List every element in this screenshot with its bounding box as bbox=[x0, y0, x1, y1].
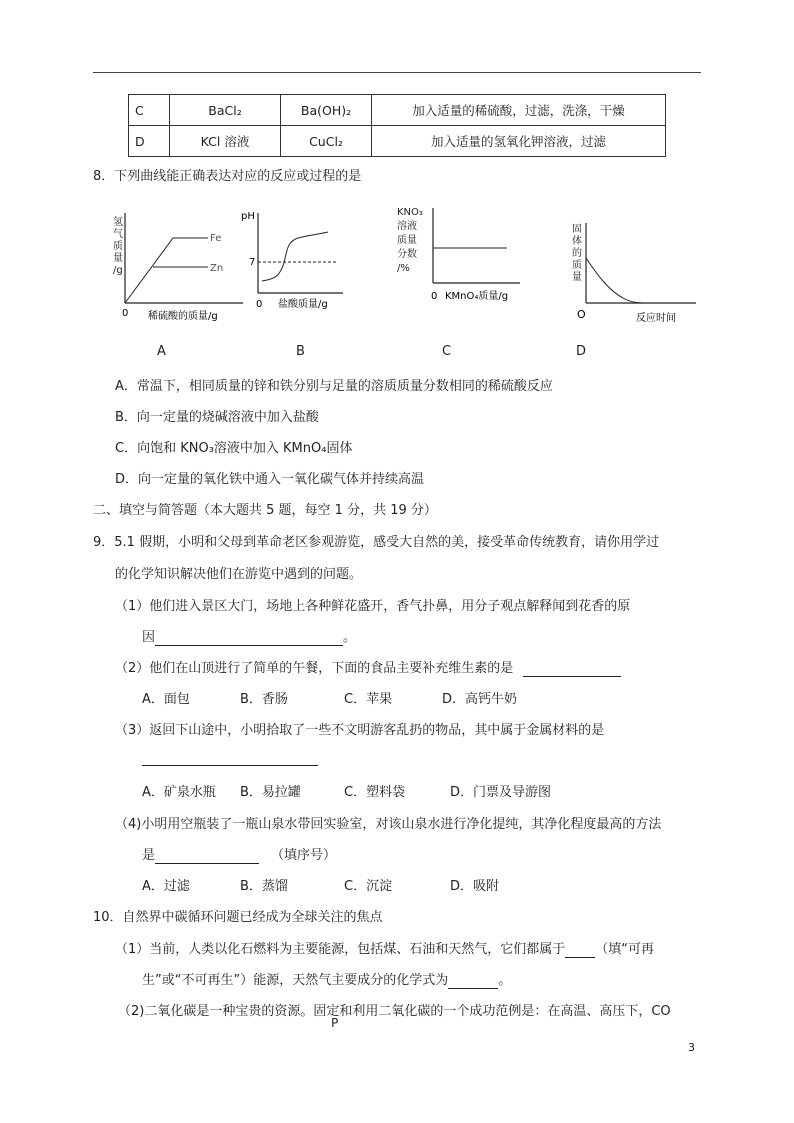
q10-part1-hint: （填“可再 bbox=[595, 942, 655, 957]
graph-c-origin: 0 bbox=[431, 291, 438, 302]
graph-c-ylabel-3: 质量 bbox=[397, 235, 417, 246]
q9-part2-options bbox=[142, 688, 517, 707]
q9-part3-option-c: C．塑料袋 bbox=[344, 785, 406, 800]
graph-a-ylabel-4: 量 bbox=[113, 253, 123, 264]
q9-part2-option-c: C．苹果 bbox=[344, 692, 393, 707]
graph-d-xlabel: 反应时间 bbox=[636, 313, 676, 324]
q9-part4-prefix: 是 bbox=[142, 848, 156, 863]
q9-answer-blank-2[interactable] bbox=[523, 661, 621, 677]
q9-answer-blank-3[interactable] bbox=[142, 750, 318, 766]
q9-part4-line-2 bbox=[142, 844, 336, 864]
q8-option-a: A．常温下，相同质量的锌和铁分别与足量的溶质质量分数相同的稀硫酸反应 bbox=[115, 379, 553, 394]
q9-part3-option-a: A．矿泉水瓶 bbox=[142, 785, 216, 800]
q9-part2 bbox=[115, 657, 621, 677]
graph-b-tick-7: 7 bbox=[249, 257, 256, 268]
graph-a bbox=[108, 205, 248, 330]
q10-part1-end: 。 bbox=[498, 973, 512, 988]
method-cell: 加入适量的氢氧化钾溶液，过滤 bbox=[372, 126, 666, 157]
table-row bbox=[129, 126, 666, 157]
q10-part1-text-2: 生”或“不可再生”）能源，天然气主要成分的化学式为 bbox=[142, 973, 449, 988]
q9-part3-option-d: D．门票及导游图 bbox=[450, 785, 552, 800]
header-rule bbox=[93, 72, 701, 73]
graph-a-fe-line bbox=[125, 238, 208, 303]
q9-answer-blank-1[interactable] bbox=[155, 630, 343, 646]
q9-part4-option-a: A．过滤 bbox=[142, 879, 190, 894]
substance-cell: BaCl₂ bbox=[170, 95, 281, 126]
q10-stem: 10．自然界中碳循环问题已经成为全球关注的焦点 bbox=[93, 910, 383, 925]
graph-a-fe-label: Fe bbox=[210, 233, 222, 244]
purification-table bbox=[128, 94, 666, 157]
substance-cell: KCl 溶液 bbox=[170, 126, 281, 157]
row-label: D bbox=[129, 126, 170, 157]
graph-a-origin: 0 bbox=[122, 308, 129, 319]
q8-stem: 8．下列曲线能正确表达对应的反应或过程的是 bbox=[93, 169, 362, 184]
graph-c-ylabel-4: 分数 bbox=[397, 249, 417, 260]
graph-a-ylabel-5: /g bbox=[113, 265, 123, 276]
q8-option-b: B．向一定量的烧碱溶液中加入盐酸 bbox=[115, 410, 319, 425]
graph-b-ylabel: pH bbox=[241, 211, 255, 222]
graph-b-curve bbox=[262, 232, 328, 281]
table-row bbox=[129, 95, 666, 126]
graph-d-caption: D bbox=[576, 344, 587, 359]
q9-part2-option-b: B．香肠 bbox=[240, 692, 288, 707]
graph-d-ylabel-5: 量 bbox=[572, 272, 582, 283]
graph-a-zn-label: Zn bbox=[210, 263, 224, 274]
q9-part4-option-c: C．沉淀 bbox=[344, 879, 393, 894]
q9-answer-blank-4[interactable] bbox=[155, 848, 259, 864]
q8-option-c: C．向饱和 KNO₃溶液中加入 KMnO₄固体 bbox=[115, 441, 353, 456]
q9-part4-option-b: B．蒸馏 bbox=[240, 879, 288, 894]
graph-b bbox=[238, 205, 348, 315]
graph-d-ylabel-1: 固 bbox=[572, 224, 582, 235]
graph-a-xlabel: 稀硫酸的质量/g bbox=[148, 311, 218, 322]
graph-c-ylabel-2: 溶液 bbox=[397, 221, 417, 232]
section-2-heading: 二、填空与简答题（本大题共 5 题，每空 1 分，共 19 分） bbox=[93, 503, 437, 518]
graph-d-ylabel-2: 体 bbox=[572, 236, 582, 247]
graph-a-caption: A bbox=[157, 344, 166, 359]
q9-part1-line-2 bbox=[142, 626, 356, 646]
q9-part4-hint: （填序号） bbox=[271, 848, 337, 863]
graph-a-ylabel-3: 质 bbox=[113, 241, 123, 252]
page-number: 3 bbox=[688, 1041, 695, 1054]
q10-part1-line-2 bbox=[142, 969, 511, 989]
graph-c-ylabel-1: KNO₃ bbox=[397, 207, 423, 218]
impurity-cell: CuCl₂ bbox=[281, 126, 372, 157]
graph-d-ylabel-4: 质 bbox=[572, 260, 582, 271]
q10-part1-text: （1）当前，人类以化石燃料为主要能源，包括煤、石油和天然气，它们都属于 bbox=[115, 942, 566, 957]
impurity-cell: Ba(OH)₂ bbox=[281, 95, 372, 126]
graph-c-ylabel-5: /% bbox=[397, 263, 410, 274]
q9-part1-line-1: （1）他们进入景区大门，场地上各种鲜花盛开，香气扑鼻，用分子观点解释闻到花香的原 bbox=[115, 599, 631, 614]
graph-b-caption: B bbox=[296, 344, 305, 359]
q9-part1-text: 因 bbox=[142, 630, 156, 645]
q9-part2-option-d: D．高钙牛奶 bbox=[442, 692, 518, 707]
graph-a-ylabel-2: 气 bbox=[113, 229, 123, 240]
graph-b-xlabel: 盐酸质量/g bbox=[278, 299, 328, 310]
q9-part3-option-b: B．易拉罐 bbox=[240, 785, 301, 800]
method-cell: 加入适量的稀硫酸，过滤，洗涤，干燥 bbox=[372, 95, 666, 126]
q9-stem-line-1: 9．5.1 假期，小明和父母到革命老区参观游览，感受大自然的美，接受革命传统教育，请你用学过 bbox=[93, 535, 660, 550]
graph-a-ylabel-1: 氢 bbox=[113, 217, 123, 228]
q10-part2-tail: P bbox=[331, 1016, 339, 1030]
q10-part2-text: （2)二氧化碳是一种宝贵的资源。固定和利用二氧化碳的一个成功范例是：在高温、高压下，CO bbox=[118, 1004, 671, 1019]
graph-c-xlabel: KMnO₄质量/g bbox=[445, 291, 509, 302]
q9-stem-line-2: 的化学知识解决他们在游览中遇到的问题。 bbox=[115, 567, 363, 582]
graph-d bbox=[568, 218, 703, 328]
q9-part3-options bbox=[142, 781, 551, 800]
q9-part2-option-a: A．面包 bbox=[142, 692, 190, 707]
graph-c bbox=[395, 203, 525, 313]
q9-part4-text: （4)小明用空瓶装了一瓶山泉水带回实验室，对该山泉水进行净化提纯，其净化程度最高的方法 bbox=[115, 817, 662, 832]
graph-b-origin: 0 bbox=[256, 299, 263, 310]
q8-option-d: D．向一定量的氧化铁中通入一氧化碳气体并持续高温 bbox=[115, 472, 425, 487]
q10-answer-blank-1[interactable] bbox=[565, 942, 595, 958]
graph-d-ylabel-3: 的 bbox=[572, 248, 582, 259]
graph-d-curve bbox=[586, 258, 643, 303]
graph-d-origin: O bbox=[577, 308, 586, 321]
q10-part1-line-1 bbox=[115, 938, 654, 958]
row-label: C bbox=[129, 95, 170, 126]
graph-c-caption: C bbox=[442, 344, 452, 359]
q9-part1-end: 。 bbox=[343, 630, 357, 645]
q9-part4-option-d: D．吸附 bbox=[450, 879, 500, 894]
q9-part2-text: （2）他们在山顶进行了简单的午餐，下面的食品主要补充维生素的是 bbox=[115, 661, 514, 676]
q9-part4-options bbox=[142, 875, 499, 894]
q10-answer-blank-2[interactable] bbox=[448, 973, 498, 989]
q9-part3-text: （3）返回下山途中，小明拾取了一些不文明游客乱扔的物品，其中属于金属材料的是 bbox=[115, 723, 605, 738]
